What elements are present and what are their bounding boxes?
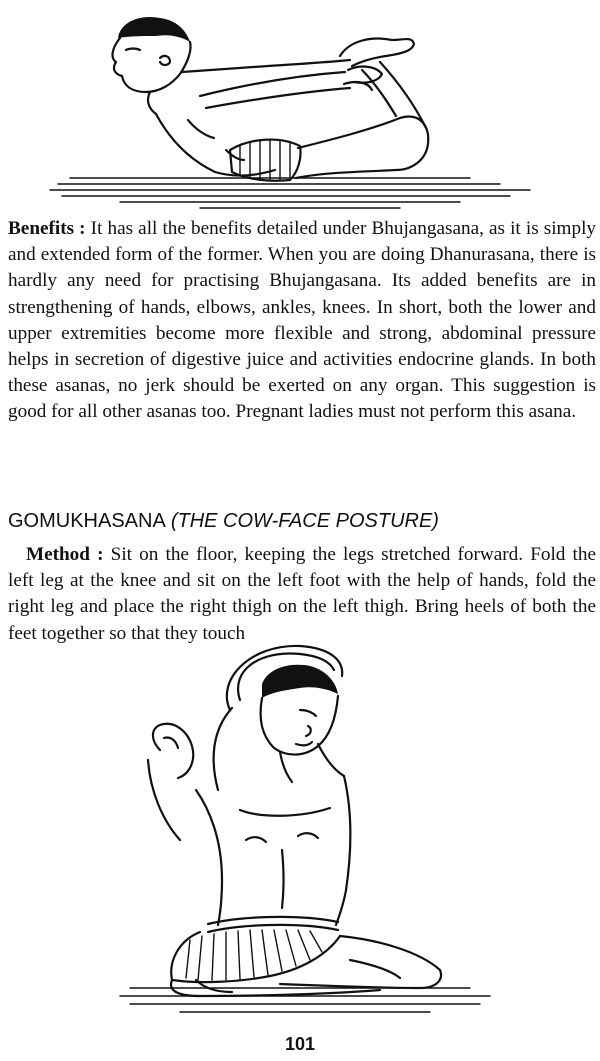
method-text: Sit on the floor, keeping the legs stretched forward. Fold the left leg at the knee and sit on the left foot with the help of hands, fold the right leg and place the right thigh on the left thigh. Bring heels of both the feet together so that they touch xyxy=(8,544,596,644)
section-subtitle: (THE COW-FACE POSTURE) xyxy=(170,510,439,532)
shorts-stripes xyxy=(186,930,322,980)
benefits-text: It has all the benefits detailed under Bhujangasana, as it is simply and extended form of the former. When you are doing Dhanurasana, there is hardly any need for practising Bhujangasana. Its added benefits are in strengthening of hands, elbows, ankles, knees. In short, both the lower and upper extremities become more flexible and strong, abdominal pressure helps in secretion of digestive juice and activities endocrine glands. In both these asanas, no jerk should be exerted on any organ. This suggestion is good for all other asanas too. Pregnant ladies must not perform this asana. xyxy=(8,218,597,423)
dhanurasana-illustration xyxy=(0,0,600,215)
method-label: Method : xyxy=(26,544,104,565)
gomukhasana-illustration xyxy=(0,640,600,1020)
page-number: 101 xyxy=(284,1034,316,1054)
section-heading xyxy=(8,508,439,534)
shorts-stripes xyxy=(240,140,290,180)
method-paragraph xyxy=(8,542,596,647)
benefits-paragraph xyxy=(8,216,596,426)
section-title: GOMUKHASANA xyxy=(8,510,166,532)
floor-lines xyxy=(50,178,530,208)
benefits-label: Benefits : xyxy=(8,218,86,239)
